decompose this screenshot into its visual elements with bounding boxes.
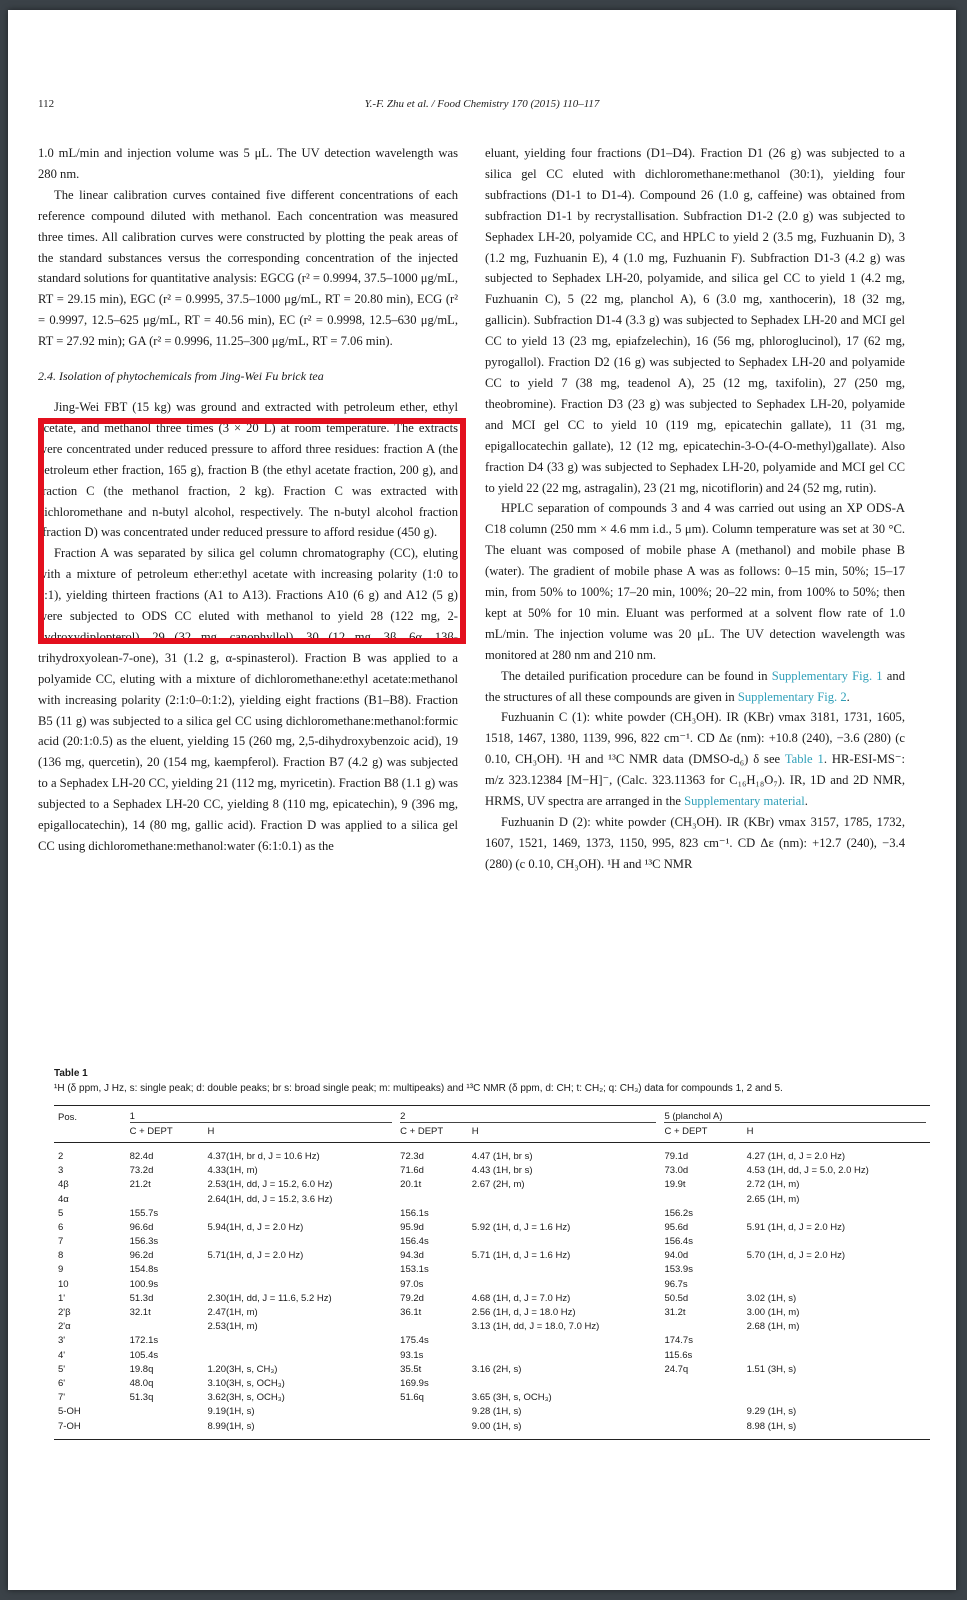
table-cell: 97.0s xyxy=(400,1278,424,1290)
table-cell: 5.92 (1H, d, J = 1.6 Hz) xyxy=(471,1221,571,1233)
table-cell: 169.9s xyxy=(400,1377,429,1389)
table-cell: 3.10(3H, s, OCH₃) xyxy=(207,1377,285,1389)
table-row xyxy=(54,1391,930,1405)
table-cell xyxy=(660,1405,742,1419)
table-cell: 3.13 (1H, dd, J = 18.0, 7.0 Hz) xyxy=(471,1321,600,1333)
text: Fuzhuanin C (1): white powder (CH₃OH). IR (KBr) νmax 3181, 1731, 1605, 1518, 1467, 1380, 1139, 996, 822 cm⁻¹. CD Δε (nm): +10.8 (240), −3.6 (280) (c 0.10, CH₃OH). ¹H and ¹³C NMR data (DMSO-d₆) δ see xyxy=(485,710,905,767)
position-cell: 2 xyxy=(58,1150,64,1162)
position-cell: 7-OH xyxy=(58,1420,81,1432)
table-row xyxy=(54,1291,930,1305)
table-cell: 2.53(1H, dd, J = 15.2, 6.0 Hz) xyxy=(207,1179,333,1191)
table-cell: 94.3d xyxy=(400,1250,424,1262)
table-cell xyxy=(126,1192,204,1206)
table-cell: 93.1s xyxy=(400,1349,424,1361)
table-cell: 19.8q xyxy=(129,1363,154,1375)
paragraph xyxy=(485,707,905,812)
table-cell xyxy=(468,1206,661,1220)
paragraph: Fuzhuanin D (2): white powder (CH₃OH). IR (KBr) νmax 3157, 1785, 1732, 1607, 1521, 1469, 1373, 1150, 995, 823 cm⁻¹. CD Δε (nm): +12.7 (240), −3.4 (280) (c 0.10, CH₃OH). ¹H and ¹³C NMR xyxy=(485,815,905,871)
table-cell xyxy=(743,1277,930,1291)
running-header xyxy=(38,98,926,116)
position-cell: 5-OH xyxy=(58,1406,81,1418)
table-cell xyxy=(660,1419,742,1440)
table-cell: 105.4s xyxy=(129,1349,159,1361)
position-cell: 4β xyxy=(58,1179,69,1191)
table-cell xyxy=(126,1419,204,1440)
table-cell xyxy=(204,1348,397,1362)
position-cell: 7 xyxy=(58,1236,64,1248)
table-title: Table 1 xyxy=(54,1068,88,1079)
table-cell: 51.6q xyxy=(400,1392,424,1404)
table-cell xyxy=(468,1263,661,1277)
table-cell: 51.3d xyxy=(129,1292,154,1304)
table-row xyxy=(54,1320,930,1334)
table-row xyxy=(54,1164,930,1178)
table-cell: 175.4s xyxy=(400,1335,429,1347)
table-cell xyxy=(468,1277,661,1291)
table-cell xyxy=(660,1376,742,1390)
table-cell: 9.28 (1H, s) xyxy=(471,1406,522,1418)
subheader: C + DEPT xyxy=(396,1124,468,1143)
position-cell: 9 xyxy=(58,1264,64,1276)
paragraph xyxy=(485,666,905,708)
position-cell: 2'α xyxy=(58,1321,71,1333)
position-cell: 6 xyxy=(58,1221,64,1233)
position-cell: 7' xyxy=(58,1392,66,1404)
table-cell: 2.68 (1H, m) xyxy=(746,1321,800,1333)
table-cell: 156.3s xyxy=(129,1236,159,1248)
supplementary-material-link[interactable]: Supplementary material xyxy=(684,794,805,809)
table-row xyxy=(54,1143,930,1164)
table-cell xyxy=(660,1192,742,1206)
table-cell xyxy=(204,1334,397,1348)
table-cell xyxy=(126,1320,204,1334)
table-cell: 156.1s xyxy=(400,1207,429,1219)
table-cell: 95.9d xyxy=(400,1221,424,1233)
table-cell: 35.5t xyxy=(400,1363,422,1375)
position-cell: 1' xyxy=(58,1292,66,1304)
table-cell: 4.47 (1H, br s) xyxy=(471,1150,533,1162)
table-cell: 79.1d xyxy=(664,1150,689,1162)
table-cell xyxy=(468,1192,661,1206)
table-cell: 156.4s xyxy=(400,1236,429,1248)
table-cell: 50.5d xyxy=(664,1292,689,1304)
table-cell: 24.7q xyxy=(664,1363,689,1375)
table-cell: 154.8s xyxy=(129,1264,159,1276)
table-cell: 3.00 (1H, m) xyxy=(746,1307,800,1319)
table-cell: 9.19(1H, s) xyxy=(207,1406,255,1418)
table-cell: 153.9s xyxy=(664,1264,693,1276)
table-cell: 21.2t xyxy=(129,1179,151,1191)
position-cell: 5' xyxy=(58,1363,66,1375)
paper-page xyxy=(8,10,956,1590)
table-cell: 2.47(1H, m) xyxy=(207,1307,258,1319)
text: and the structures of all these compounds are given in xyxy=(485,668,905,704)
paragraph: HPLC separation of compounds 3 and 4 was carried out using an XP ODS-A C18 column (250 mm × 4.6 mm i.d., 5 μm). Column temperature was set at 30 °C. The eluant was composed of mobile phase A (methanol) and mobile phase B (water). The gradient of mobile phase A was as follows: 0–15 min, 50%; 15–17 min, from 50% to 100%; 17–20 min, 100%; 20–22 min, from 100% to 50%; then kept at 50% for 10 min. Eluant was performed at a solvent flow rate of 1.0 mL/min. The injection volume was 20 μL. The UV detection wavelength was monitored at 280 nm and 210 nm. xyxy=(485,501,905,662)
table-cell xyxy=(204,1263,397,1277)
table-cell: 19.9t xyxy=(664,1179,686,1191)
table-row xyxy=(54,1405,930,1419)
table-cell: 3.62(3H, s, OCH₃) xyxy=(207,1392,285,1404)
table-cell xyxy=(660,1320,742,1334)
paragraph: The linear calibration curves contained five different concentrations of each reference compound diluted with methanol. Each concentration was measured three times. All calibration curves were constructed by plotting the peak areas of the standard substances versus the corresponding concentration of the injected standard solutions for quantitative analysis: EGCG (r² = 0.9994, 37.5–1000 μg/mL, RT = 29.15 min), EGC (r² = 0.9995, 37.5–1000 μg/mL, RT = 20.80 min), ECG (r² = 0.9997, 12.5–625 μg/mL, RT = 40.56 min), EC (r² = 0.9998, 12.5–630 μg/mL, RT = 27.92 min); GA (r² = 0.9996, 11.25–300 μg/mL, RT = 7.06 min). xyxy=(38,187,458,349)
supplementary-fig2-link[interactable]: Supplementary Fig. 2 xyxy=(737,689,847,704)
header-compound-2: 2 xyxy=(396,1106,660,1125)
table-cell: 2.53(1H, m) xyxy=(207,1321,258,1333)
table-cell: 95.6d xyxy=(664,1221,689,1233)
table-cell xyxy=(126,1405,204,1419)
table-cell xyxy=(204,1206,397,1220)
table-cell: 4.53 (1H, dd, J = 5.0, 2.0 Hz) xyxy=(746,1165,869,1177)
table-cell: 4.68 (1H, d, J = 7.0 Hz) xyxy=(471,1292,571,1304)
highlight-box xyxy=(38,418,466,644)
table-cell xyxy=(743,1206,930,1220)
table-cell: 5.71(1H, d, J = 2.0 Hz) xyxy=(207,1250,304,1262)
table-cell: 32.1t xyxy=(129,1307,151,1319)
page-number: 112 xyxy=(38,98,55,110)
table-caption-text: ¹H (δ ppm, J Hz, s: single peak; d: double peaks; br s: broad single peak; m: multipeaks) and ¹³C NMR (δ ppm, d: CH; t: CH₂; q: CH₃) data for compounds 1, 2 and 5. xyxy=(54,1083,783,1094)
table-cell: 73.2d xyxy=(129,1165,154,1177)
table-cell: 72.3d xyxy=(400,1150,424,1162)
text: . xyxy=(804,794,808,809)
table-cell: 4.43 (1H, br s) xyxy=(471,1165,533,1177)
table-cell: 8.98 (1H, s) xyxy=(746,1420,797,1432)
table-cell xyxy=(396,1405,468,1419)
position-cell: 4α xyxy=(58,1193,69,1205)
table-cell xyxy=(743,1334,930,1348)
subheader: H xyxy=(743,1124,930,1143)
table-cell: 94.0d xyxy=(664,1250,689,1262)
table-row xyxy=(54,1178,930,1192)
subheader: H xyxy=(204,1124,397,1143)
table-cell xyxy=(204,1235,397,1249)
table-cell: 2.67 (2H, m) xyxy=(471,1179,525,1191)
table-cell xyxy=(204,1277,397,1291)
table-cell xyxy=(743,1376,930,1390)
table-cell: 2.64(1H, dd, J = 15.2, 3.6 Hz) xyxy=(207,1193,333,1205)
text: . HR-ESI-MS⁻: m/z 323.12384 [M−H]⁻, (Calc. 323.11363 for C₁₆H₁₈O₇). IR, 1D and 2D NMR, HRMS, UV spectra are arranged in the xyxy=(485,752,906,809)
table-cell: 1.20(3H, s, CH₃) xyxy=(207,1363,278,1375)
right-column xyxy=(485,143,905,875)
table-row xyxy=(54,1362,930,1376)
position-cell: 4' xyxy=(58,1349,66,1361)
nmr-table xyxy=(54,1105,930,1440)
table-cell: 5.94(1H, d, J = 2.0 Hz) xyxy=(207,1221,304,1233)
table-cell: 96.6d xyxy=(129,1221,154,1233)
table-cell: 100.9s xyxy=(129,1278,159,1290)
table-cell xyxy=(468,1334,661,1348)
table-cell: 48.0q xyxy=(129,1377,154,1389)
table-cell: 2.65 (1H, m) xyxy=(746,1193,800,1205)
table-cell: 4.27 (1H, d, J = 2.0 Hz) xyxy=(746,1150,846,1162)
table-row xyxy=(54,1348,930,1362)
table-cell: 79.2d xyxy=(400,1292,424,1304)
table-cell: 2.72 (1H, m) xyxy=(746,1179,800,1191)
table-cell: 172.1s xyxy=(129,1335,159,1347)
table-cell: 3.65 (3H, s, OCH₃) xyxy=(471,1392,552,1404)
table-cell: 156.4s xyxy=(664,1236,693,1248)
text: . xyxy=(846,689,850,704)
header-pos: Pos. xyxy=(58,1111,78,1123)
table-row xyxy=(54,1334,930,1348)
table1-link[interactable]: Table 1 xyxy=(784,752,824,767)
table-cell: 9.00 (1H, s) xyxy=(471,1420,522,1432)
header-compound-1: 1 xyxy=(126,1106,397,1125)
table-cell: 5.70 (1H, d, J = 2.0 Hz) xyxy=(746,1250,846,1262)
table-cell xyxy=(743,1348,930,1362)
table-row xyxy=(54,1220,930,1234)
text: The detailed purification procedure can be found in xyxy=(501,668,772,683)
table-row xyxy=(54,1263,930,1277)
paragraph-highlighted: Jing-Wei FBT (15 kg) was ground and extracted with petroleum ether, ethyl acetate, and methanol three times (3 × 20 L) at room temperature. The extracts were concentrated under reduced pressure to afford three residues: fraction A (the petroleum ether fraction, 165 g), fraction B (the ethyl acetate fraction, 200 g), and fraction C (the methanol fraction, 2 kg). Fraction C was extracted with dichloromethane and n-butyl alcohol, respectively. The n-butyl alcohol fraction (fraction D) was concentrated under reduced pressure to afford residue (450 g). xyxy=(38,399,458,540)
header-compound-5: 5 (planchol A) xyxy=(660,1106,930,1125)
table-cell xyxy=(660,1391,742,1405)
table-cell: 9.29 (1H, s) xyxy=(746,1406,797,1418)
position-cell: 2'β xyxy=(58,1307,71,1319)
subheader: C + DEPT xyxy=(660,1124,742,1143)
table-cell: 36.1t xyxy=(400,1307,422,1319)
table-cell: 153.1s xyxy=(400,1264,429,1276)
table-row xyxy=(54,1192,930,1206)
subheader: C + DEPT xyxy=(126,1124,204,1143)
table-cell: 31.2t xyxy=(664,1307,686,1319)
table-cell: 3.02 (1H, s) xyxy=(746,1292,797,1304)
table-cell xyxy=(743,1391,930,1405)
table-cell xyxy=(468,1376,661,1390)
position-cell: 3' xyxy=(58,1335,66,1347)
table-cell: 2.30(1H, dd, J = 11.6, 5.2 Hz) xyxy=(207,1292,332,1304)
table-cell: 4.37(1H, br d, J = 10.6 Hz) xyxy=(207,1150,320,1162)
table-cell: 96.7s xyxy=(664,1278,688,1290)
table-cell: 2.56 (1H, d, J = 18.0 Hz) xyxy=(471,1307,576,1319)
table-cell: 73.0d xyxy=(664,1165,689,1177)
table-cell: 96.2d xyxy=(129,1250,154,1262)
table-cell: 1.51 (3H, s) xyxy=(746,1363,797,1375)
table-cell: 82.4d xyxy=(129,1150,154,1162)
table-cell xyxy=(396,1192,468,1206)
table-cell xyxy=(396,1419,468,1440)
section-heading: 2.4. Isolation of phytochemicals from Jing-Wei Fu brick tea xyxy=(38,369,324,384)
paragraph: eluant, yielding four fractions (D1–D4). Fraction D1 (26 g) was subjected to a silica gel CC eluted with dichloromethane:methanol (30:1), yielding four subfractions (D1-1 to D1-4). Compound 26 (1.0 g, caffeine) was obtained from subfraction D1-1 by recrystallisation. Subfraction D1-2 (2.0 g) was subjected to Sephadex LH-20, polyamide CC, and HPLC to yield 2 (3.5 mg, Fuzhuanin D), 3 (1.2 mg, Fuzhuanin E), 4 (1.0 mg, Fuzhuanin F). Subfraction D1-3 (4.2 g) was subjected to Sephadex LH-20, polyamide, and silica gel CC to yield 1 (4.2 mg, Fuzhuanin C), 5 (22 mg, planchol A), 6 (3.0 mg, xanthocerin), 18 (32 mg, gallicin). Subfraction D1-4 (3.3 g) was subjected to Sephadex LH-20 and MCI gel CC to yield 13 (23 mg, epiafzelechin), 16 (56 mg, phloroglucinol), 17 (62 mg, pyrogallol). Fraction D2 (16 g) was subjected to Sephadex LH-20 and polyamide CC to yield 7 (38 mg, teadenol A), 25 (12 mg, taxifolin), 27 (250 mg, theobromine). Fraction D3 (23 g) was subjected to Sephadex LH-20, polyamide and MCI gel CC to yield 10 (119 mg, epicatechin gallate), 11 (31 mg, epigallocatechin gallate), 12 (12 mg, epicatechin-3-O-(4-O-methyl)gallate). Also fraction D4 (33 g) was subjected to Sephadex LH-20, polyamide and MCI gel CC to yield 22 (22 mg, astragalin), 23 (21 mg, nicotiflorin) and 24 (52 mg, rutin). xyxy=(485,146,905,495)
table-cell: 20.1t xyxy=(400,1179,422,1191)
table-cell: 5.71 (1H, d, J = 1.6 Hz) xyxy=(471,1250,571,1262)
subheader: H xyxy=(468,1124,661,1143)
table-caption xyxy=(54,1068,924,1094)
table-cell xyxy=(468,1235,661,1249)
table-cell: 51.3q xyxy=(129,1392,154,1404)
table-cell: 3.16 (2H, s) xyxy=(471,1363,522,1375)
paragraph: 1.0 mL/min and injection volume was 5 μL. The UV detection wavelength was 280 nm. xyxy=(38,146,458,181)
table-cell: 115.6s xyxy=(664,1349,693,1361)
supplementary-fig1-link[interactable]: Supplementary Fig. 1 xyxy=(771,668,883,683)
table-cell: 156.2s xyxy=(664,1207,693,1219)
table-cell xyxy=(743,1235,930,1249)
paragraph: Fraction A was separated by silica gel column chromatography (CC), eluting with a mixture of petroleum ether:ethyl acetate with increasing polarity (1:0 to 0:1), yielding thirteen fractions (A1 to A13). Fractions A10 (6 g) and A12 (5 g) were subjected to ODS CC eluted with methanol to yield 28 (122 mg, 2-hydroxydiplopterol), 29 (32 mg, canophyllol), 30 (12 mg, 3β, 6α, 13β-trihydroxyolean-7-one), 31 (1.2 g, α-spinasterol). Fraction B was applied to a polyamide CC, eluting with a mixture of dichloromethane:ethyl acetate:methanol with increasing polarity (2:1:0–0:1:2), yielding eight fractions (B1–B8). Fraction B5 (11 g) was subjected to a silica gel CC using dichloromethane:methanol:formic acid (20:1:0.5) as the eluent, yielding 15 (260 mg, 2,5-dihydroxybenzoic acid), 19 (136 mg, quercetin), 20 (154 mg, kaempferol). Fraction B7 (4.2 g) was subjected to a Sephadex LH-20 CC, yielding 21 (112 mg, myricetin). Fraction B8 (1.1 g) was subjected to a Sephadex LH-20 CC, yielding 8 (110 mg, epicatechin), 9 (396 mg, epigallocatechin), 14 (80 mg, gallic acid). Fraction D was applied to a silica gel CC using dichloromethane:methanol:water (6:1:0.1) as the xyxy=(38,546,458,853)
table-row xyxy=(54,1249,930,1263)
table-row xyxy=(54,1235,930,1249)
table-cell xyxy=(396,1320,468,1334)
position-cell: 10 xyxy=(58,1278,69,1290)
table-cell: 8.99(1H, s) xyxy=(207,1420,255,1432)
journal-citation: Y.-F. Zhu et al. / Food Chemistry 170 (2015) 110–117 xyxy=(364,98,600,110)
position-cell: 6' xyxy=(58,1377,66,1389)
table-row xyxy=(54,1419,930,1440)
position-cell: 3 xyxy=(58,1165,64,1177)
position-cell: 8 xyxy=(58,1250,64,1262)
table-cell: 174.7s xyxy=(664,1335,693,1347)
table-cell xyxy=(468,1348,661,1362)
table-cell: 71.6d xyxy=(400,1165,424,1177)
table-cell: 5.91 (1H, d, J = 2.0 Hz) xyxy=(746,1221,846,1233)
position-cell: 5 xyxy=(58,1207,64,1219)
table-row xyxy=(54,1376,930,1390)
table-row xyxy=(54,1206,930,1220)
table-cell xyxy=(743,1263,930,1277)
table-row xyxy=(54,1305,930,1319)
table-cell: 4.33(1H, m) xyxy=(207,1165,258,1177)
table-row xyxy=(54,1277,930,1291)
table-cell: 155.7s xyxy=(129,1207,159,1219)
